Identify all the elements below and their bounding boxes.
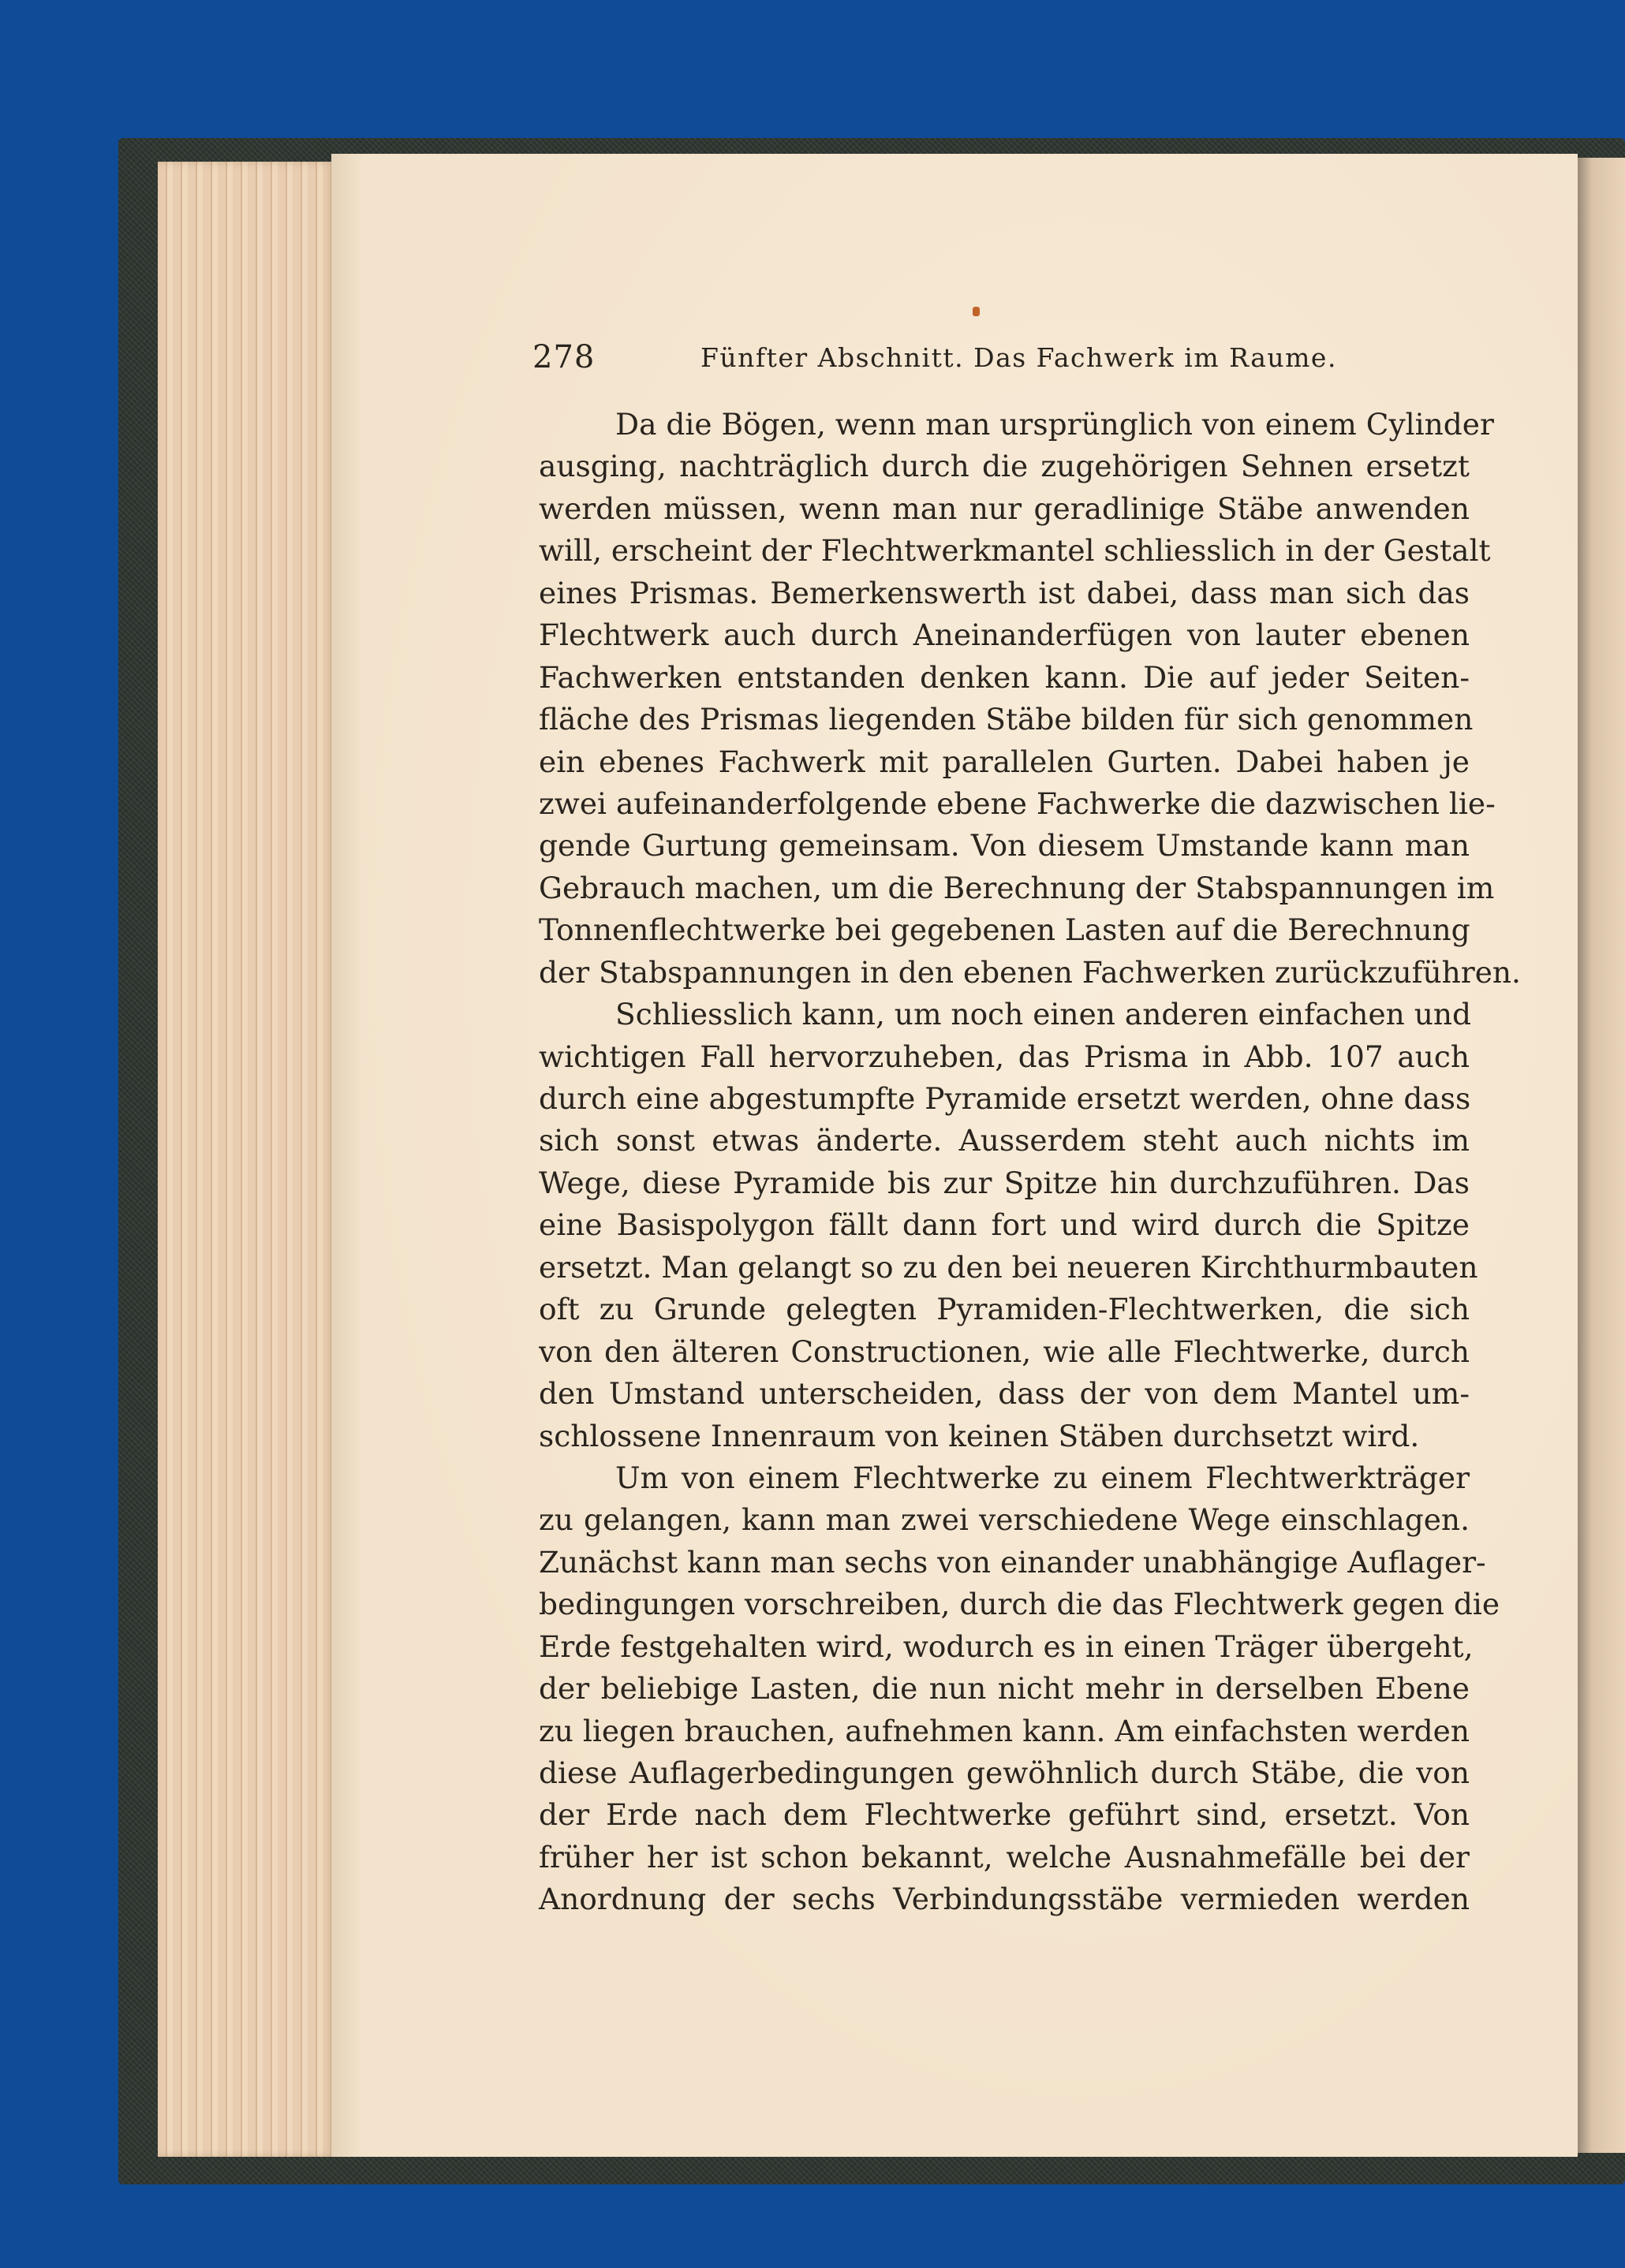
text-line: Anordnung der sechs Verbindungsstäbe vermieden werden [539, 1882, 1470, 1917]
text-line: schlossene Innenraum von keinen Stäben durchsetzt wird. [539, 1418, 1420, 1453]
text-line: Wege, diese Pyramide bis zur Spitze hin durchzuführen. Das [539, 1165, 1470, 1200]
text-line: Flechtwerk auch durch Aneinanderfügen von lauter ebenen [539, 617, 1470, 653]
text-line: Zunächst kann man sechs von einander unabhängige Auflager- [539, 1544, 1486, 1580]
text-line: will, erscheint der Flechtwerkmantel schliesslich in der Gestalt [539, 533, 1491, 569]
text-line: Erde festgehalten wird, wodurch es in einen Träger übergeht, [539, 1628, 1474, 1664]
text-line: Gebrauch machen, um die Berechnung der Stabspannungen im [539, 870, 1495, 905]
text-line: oft zu Grunde gelegten Pyramiden-Flechtwerken, die sich [539, 1292, 1470, 1327]
text-line: früher her ist schon bekannt, welche Ausnahmefälle bei der [539, 1839, 1470, 1874]
text-line: der beliebige Lasten, die nun nicht mehr in derselben Ebene [539, 1671, 1470, 1707]
body-text [539, 404, 1521, 1921]
text-line: zu gelangen, kann man zwei verschiedene Wege einschlagen. [539, 1502, 1470, 1538]
text-line: zu liegen brauchen, aufnehmen kann. Am einfachsten werden [539, 1713, 1470, 1748]
text-line: gende Gurtung gemeinsam. Von diesem Umstande kann man [539, 828, 1470, 864]
text-line: ausging, nachträglich durch die zugehörigen Sehnen ersetzt [539, 449, 1470, 484]
running-head [532, 339, 1479, 386]
text-line: durch eine abgestumpfte Pyramide ersetzt werden, ohne dass [539, 1081, 1471, 1116]
text-line: Da die Bögen, wenn man ursprünglich von einem Cylinder [615, 407, 1494, 442]
page-edges [158, 162, 335, 2157]
text-line: Tonnenflechtwerke bei gegebenen Lasten auf die Berechnung [539, 912, 1470, 948]
text-line: sich sonst etwas änderte. Ausserdem steht auch nichts im [539, 1123, 1470, 1158]
text-line: eine Basispolygon fällt dann fort und wird durch die Spitze [539, 1207, 1470, 1243]
text-line: wichtigen Fall hervorzuheben, das Prisma in Abb. 107 auch [539, 1039, 1470, 1074]
text-line: werden müssen, wenn man nur geradlinige Stäbe anwenden [539, 491, 1470, 526]
page-number: 278 [532, 339, 596, 375]
text-line: Fachwerken entstanden denken kann. Die auf jeder Seiten- [539, 659, 1470, 695]
ink-spot [973, 307, 980, 316]
text-line: eines Prismas. Bemerkenswerth ist dabei, dass man sich das [539, 575, 1470, 610]
text-line: zwei aufeinanderfolgende ebene Fachwerke die dazwischen lie- [539, 785, 1496, 821]
text-line: fläche des Prismas liegenden Stäbe bilden für sich genommen [539, 702, 1474, 737]
chapter-title: Fünfter Abschnitt. Das Fachwerk im Raume. [700, 342, 1337, 373]
text-line: bedingungen vorschreiben, durch die das Flechtwerk gegen die [539, 1587, 1500, 1622]
text-line: den Umstand unterscheiden, dass der von dem Mantel um- [539, 1376, 1470, 1412]
text-line: Schliesslich kann, um noch einen anderen einfachen und [615, 997, 1472, 1032]
text-line: der Erde nach dem Flechtwerke geführt sind, ersetzt. Von [539, 1797, 1470, 1833]
text-line: diese Auflagerbedingungen gewöhnlich durch Stäbe, die von [539, 1755, 1470, 1790]
next-page-edge [1578, 158, 1625, 2153]
text-line: von den älteren Constructionen, wie alle Flechtwerke, durch [539, 1334, 1470, 1369]
text-line: ein ebenes Fachwerk mit parallelen Gurten. Dabei haben je [539, 744, 1470, 779]
text-line: Um von einem Flechtwerke zu einem Flechtwerkträger [615, 1460, 1470, 1495]
text-line: ersetzt. Man gelangt so zu den bei neueren Kirchthurmbauten [539, 1249, 1478, 1285]
text-line: der Stabspannungen in den ebenen Fachwerken zurückzuführen. [539, 954, 1521, 990]
